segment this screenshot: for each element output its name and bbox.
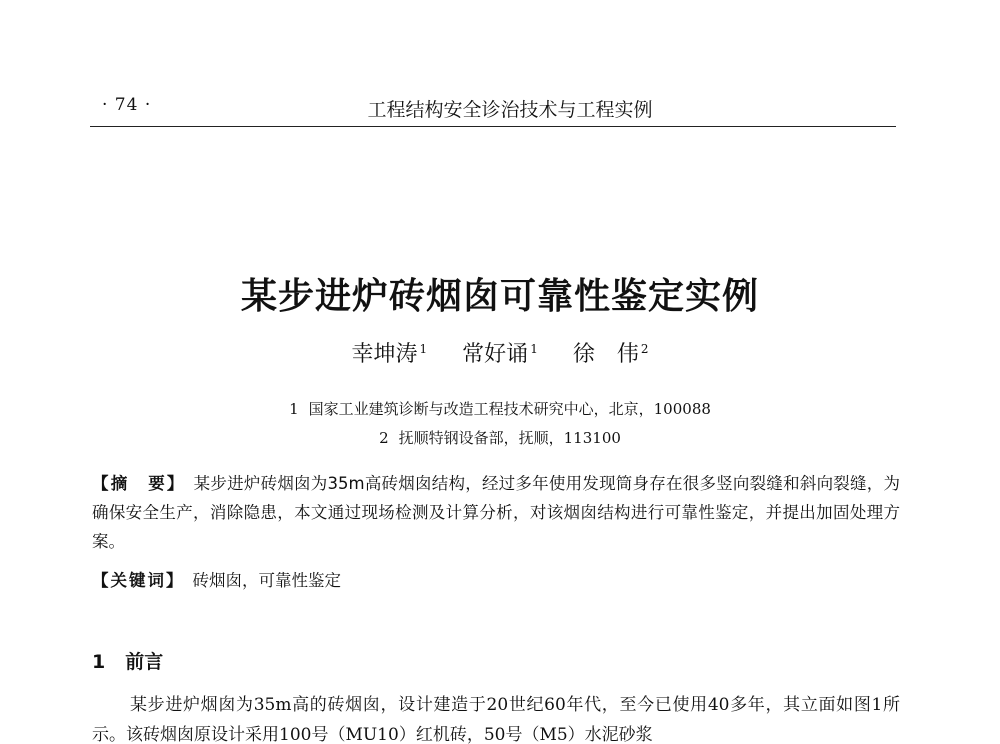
affiliation-number: 1 (289, 400, 299, 418)
author-affil-mark: 1 (530, 341, 538, 356)
page-number: · 74 · (102, 95, 152, 115)
section-title: 前言 (125, 651, 164, 673)
author-affil-mark: 2 (640, 341, 649, 356)
author-1 (352, 337, 428, 368)
affiliation-2 (0, 427, 1000, 448)
header-rule (90, 126, 896, 127)
running-title: 工程结构安全诊治技术与工程实例 (367, 99, 653, 121)
section-heading (92, 647, 163, 674)
keywords (92, 566, 900, 595)
abstract (92, 469, 900, 556)
abstract-label: 【摘 要】 (92, 474, 186, 493)
author-name: 常好诵 (462, 342, 529, 367)
author-list (0, 337, 1000, 368)
affiliation-number: 2 (379, 429, 389, 447)
affiliation-text: 抚顺特钢设备部，抚顺，113100 (398, 429, 621, 447)
author-name: 徐 伟 (572, 342, 639, 367)
author-affil-mark: 1 (419, 341, 428, 356)
author-name: 幸坤涛 (351, 342, 418, 367)
body-paragraph: 某步进炉烟囱为35m高的砖烟囱，设计建造于20世纪60年代，至今已使用40多年，其立面如图1所示。该砖烟囱原设计采用100号（MU10）红机砖，50号（M5）水泥砂浆 (92, 695, 900, 744)
author-2 (462, 337, 538, 368)
section-number: 1 (92, 651, 106, 673)
affiliation-1 (0, 398, 1000, 419)
affiliation-text: 国家工业建筑诊断与改造工程技术研究中心，北京，100088 (308, 400, 711, 418)
paper-title: 某步进炉砖烟囱可靠性鉴定实例 (240, 276, 759, 317)
keywords-label: 【关键词】 (92, 571, 185, 590)
abstract-text: 某步进炉砖烟囱为35m高砖烟囱结构，经过多年使用发现筒身存在很多竖向裂缝和斜向裂缝，为确保安全生产，消除隐患，本文通过现场检测及计算分析，对该烟囱结构进行可靠性鉴定，并提出加固处理方案。 (92, 474, 901, 551)
author-3 (573, 337, 649, 368)
keywords-text: 砖烟囱，可靠性鉴定 (192, 571, 341, 590)
